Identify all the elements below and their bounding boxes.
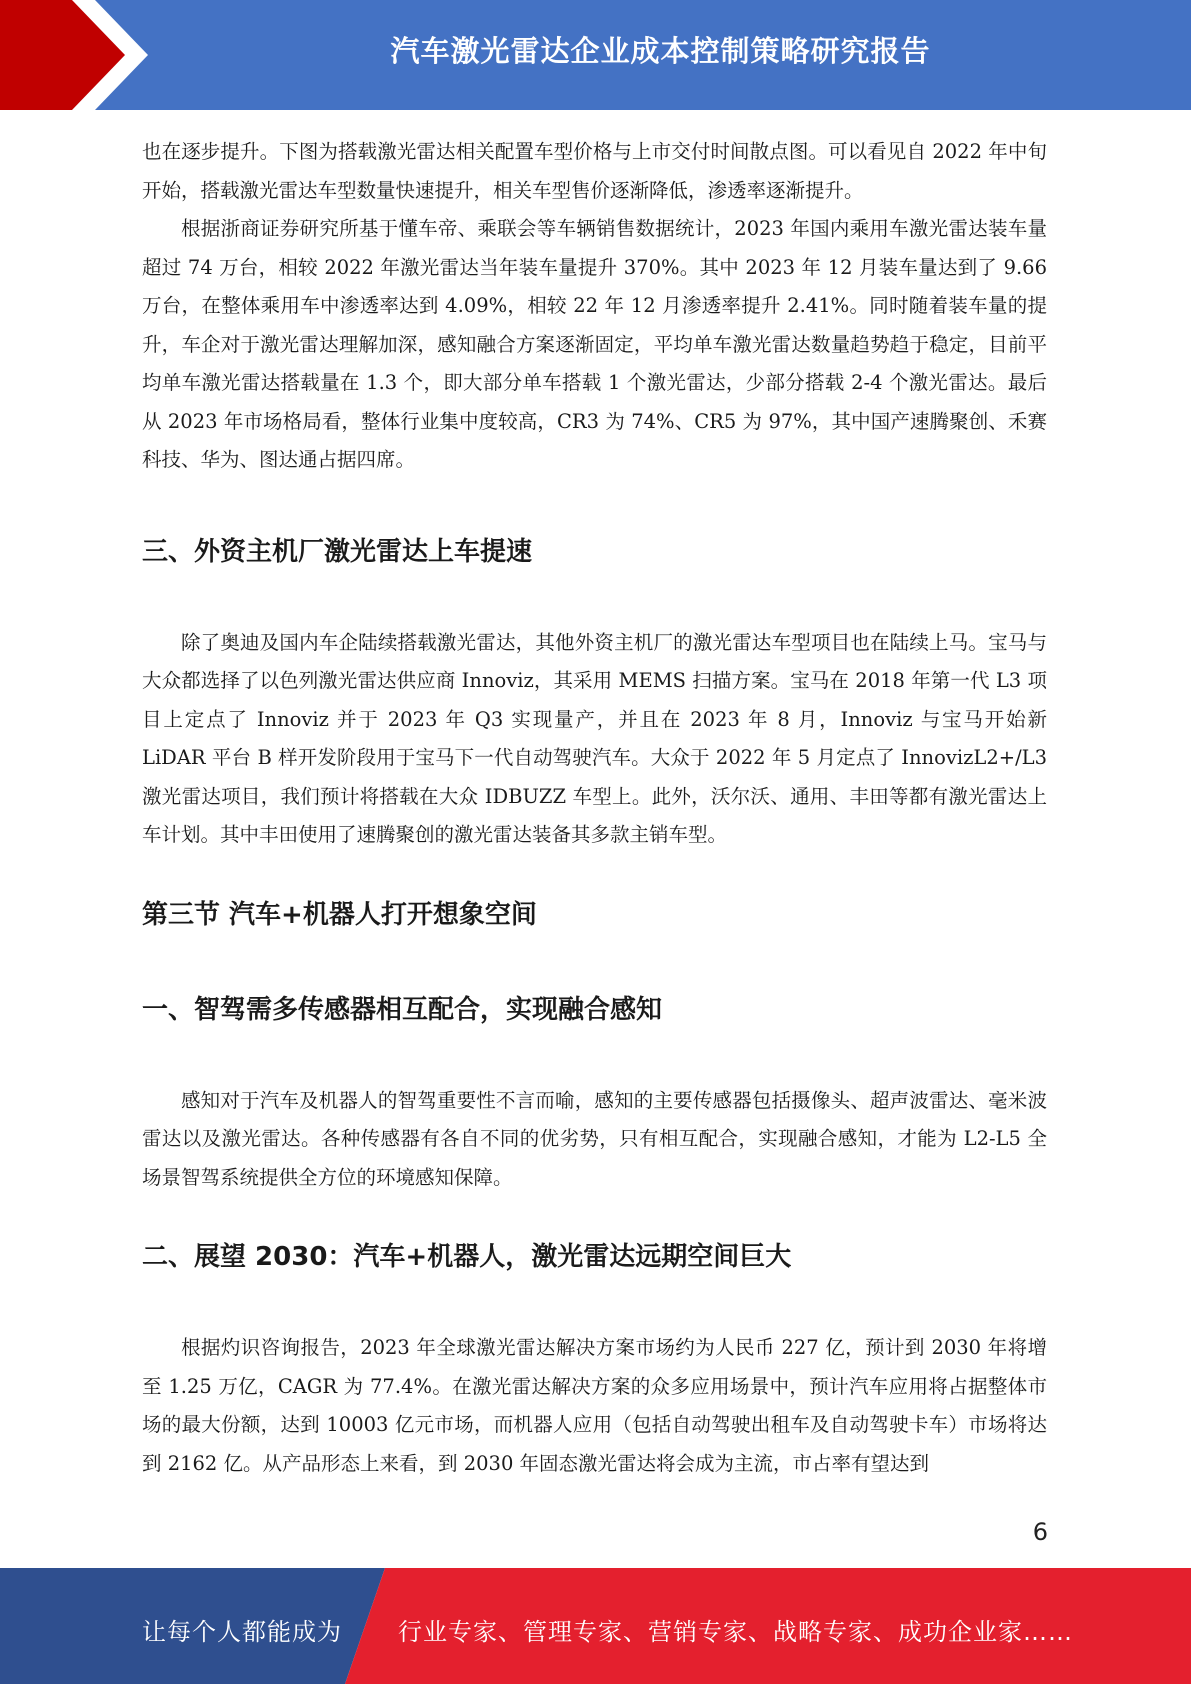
section-heading-sensor-fusion: 一、智驾需多传感器相互配合，实现融合感知 <box>142 994 663 1025</box>
section-heading-outlook-2030: 二、展望 2030：汽车+机器人，激光雷达远期空间巨大 <box>142 1242 792 1272</box>
paragraph-market-outlook: 根据灼识咨询报告，2023 年全球激光雷达解决方案市场约为人民币 227 亿，预计到 2030 年将增至 1.25 万亿，CAGR 为 77.4%。在激光雷达解决方案的众多应用场景中，预计汽车应用将占据整体市场的最大份额，达到 10003 亿元市场，而机器人应用（包括自动驾驶出租车及自动驾驶卡车）市场将达到 2162 亿。从产品形态上来看，到 2030 年固态激光雷达将会成为主流，市占率有望达到 <box>142 1336 1047 1475</box>
paragraph-scatter-intro: 也在逐步提升。下图为搭载激光雷达相关配置车型价格与上市交付时间散点图。可以看见自 2022 年中旬开始，搭载激光雷达车型数量快速提升，相关车型售价逐渐降低，渗透率逐渐提升。 <box>142 140 1047 202</box>
document-body <box>142 133 1047 1483</box>
chapter-heading-robot: 第三节 汽车+机器人打开想象空间 <box>142 899 537 930</box>
header-title: 汽车激光雷达企业成本控制策略研究报告 <box>390 34 931 68</box>
paragraph-sensor-fusion: 感知对于汽车及机器人的智驾重要性不言而喻，感知的主要传感器包括摄像头、超声波雷达、毫米波雷达以及激光雷达。各种传感器有各自不同的优劣势，只有相互配合，实现融合感知，才能为 L2-L5 全场景智驾系统提供全方位的环境感知保障。 <box>142 1088 1047 1189</box>
footer-slogan-left: 让每个人都能成为 <box>142 1618 342 1646</box>
paragraph-foreign-oem: 除了奥迪及国内车企陆续搭载激光雷达，其他外资主机厂的激光雷达车型项目也在陆续上马。宝马与大众都选择了以色列激光雷达供应商 Innoviz，其采用 MEMS 扫描方案。宝马在 2018 年第一代 L3 项目上定点了 Innoviz 并于 2023 年 Q3 实现量产，并且在 2023 年 8 月，Innoviz 与宝马开始新 LiDAR 平台 B 样开发阶段用于宝马下一代自动驾驶汽车。大众于 2022 年 5 月定点了 InnovizL2+/L3 激光雷达项目，我们预计将搭载在大众 IDBUZZ 车型上。此外，沃尔沃、通用、丰田等都有激光雷达上车计划。其中丰田使用了速腾聚创的激光雷达装备其多款主销车型。 <box>142 630 1047 846</box>
paragraph-installation-stats: 根据浙商证券研究所基于懂车帝、乘联会等车辆销售数据统计，2023 年国内乘用车激光雷达装车量超过 74 万台，相较 2022 年激光雷达当年装车量提升 370%。其中 2023 年 12 月装车量达到了 9.66 万台，在整体乘用车中渗透率达到 4.09%，相较 22 年 12 月渗透率提升 2.41%。同时随着装车量的提升，车企对于激光雷达理解加深，感知融合方案逐渐固定，平均单车激光雷达数量趋势趋于稳定，目前平均单车激光雷达搭载量在 1.3 个，即大部分单车搭载 1 个激光雷达，少部分搭载 2-4 个激光雷达。最后从 2023 年市场格局看，整体行业集中度较高，CR3 为 74%、CR5 为 97%，其中国产速腾聚创、禾赛科技、华为、图达通占据四席。 <box>142 217 1047 471</box>
section-heading-foreign-oem: 三、外资主机厂激光雷达上车提速 <box>142 536 533 567</box>
page-header <box>0 0 1191 110</box>
footer-slogan-right: 行业专家、管理专家、营销专家、战略专家、成功企业家…… <box>398 1618 1073 1646</box>
page-footer <box>0 1568 1191 1684</box>
page-number: 6 <box>1032 1518 1048 1546</box>
